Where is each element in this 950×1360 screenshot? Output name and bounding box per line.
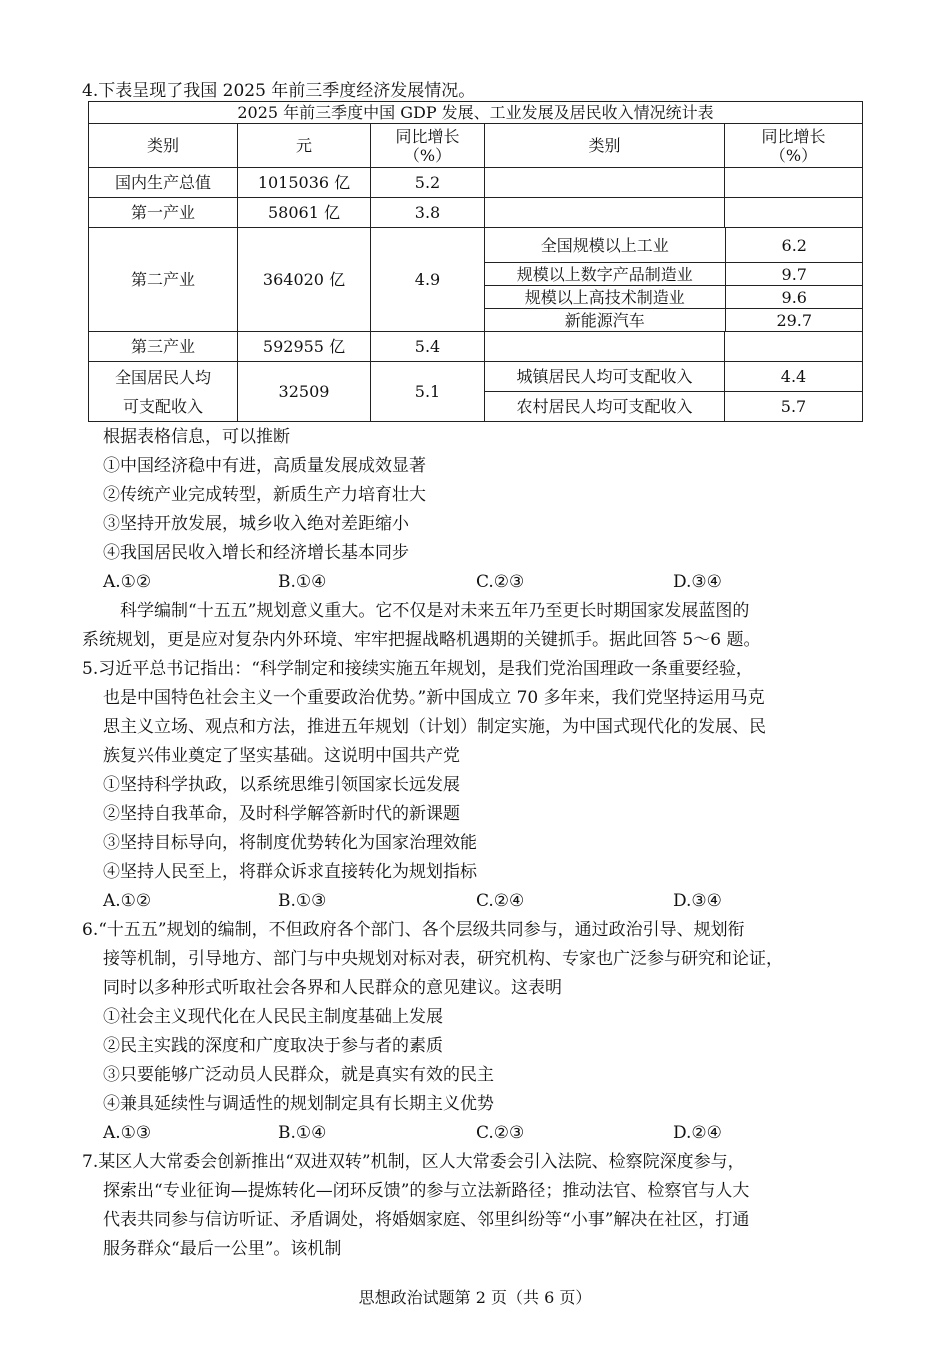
question-6-item: ③只要能够广泛动员人民群众，就是真实有效的民主 [103, 1065, 494, 1085]
question-4-option-c[interactable]: C.②③ [476, 572, 525, 592]
page-footer: 思想政治试题第 2 页（共 6 页） [358, 1288, 592, 1307]
cell-yuan: 364020 亿 [238, 228, 371, 332]
cell-growth: 9.6 [725, 286, 863, 309]
question-6-item: ②民主实践的深度和广度取决于参与者的素质 [103, 1036, 443, 1056]
cell-empty [485, 332, 725, 362]
question-4-option-b[interactable]: B.①④ [278, 572, 327, 592]
table-title: 2025 年前三季度中国 GDP 发展、工业发展及居民收入情况统计表 [89, 102, 863, 124]
question-5-option-b[interactable]: B.①③ [278, 891, 327, 911]
cell-empty [725, 168, 863, 198]
question-4-option-a[interactable]: A.①② [103, 572, 152, 592]
question-6-option-b[interactable]: B.①④ [278, 1123, 327, 1143]
cell-name: 全国规模以上工业 [485, 228, 725, 263]
question-4-item: ④我国居民收入增长和经济增长基本同步 [103, 543, 409, 563]
cell-yuan: 58061 亿 [238, 198, 371, 228]
question-5-stem: 思主义立场、观点和方法，推进五年规划（计划）制定实施，为中国式现代化的发展、民 [103, 717, 766, 737]
cell-name: 国内生产总值 [89, 168, 238, 198]
question-6-item: ④兼具延续性与调适性的规划制定具有长期主义优势 [103, 1094, 494, 1114]
question-5-option-a[interactable]: A.①② [103, 891, 152, 911]
cell-empty [725, 198, 863, 228]
question-6-option-d[interactable]: D.②④ [673, 1123, 722, 1143]
cell-name: 农村居民人均可支配收入 [485, 392, 725, 422]
industry-subtable [485, 228, 863, 331]
cell-name: 规模以上数字产品制造业 [485, 263, 725, 286]
cell-name: 第三产业 [89, 332, 238, 362]
cell-growth: 5.7 [725, 392, 863, 422]
question-4-option-d[interactable]: D.③④ [673, 572, 722, 592]
header-category: 类别 [89, 124, 238, 168]
cell-name: 新能源汽车 [485, 309, 725, 332]
cell-name: 第一产业 [89, 198, 238, 228]
table-row [89, 228, 863, 332]
subtable-row [485, 309, 863, 332]
cell-name: 全国居民人均 可支配收入 [89, 362, 238, 422]
header-yuan: 元 [238, 124, 371, 168]
question-6-option-c[interactable]: C.②③ [476, 1123, 525, 1143]
question-4-item: ②传统产业完成转型，新质生产力培育壮大 [103, 485, 426, 505]
question-4-item: ③坚持开放发展，城乡收入绝对差距缩小 [103, 514, 409, 534]
header-growth-2: 同比增长 （%） [725, 124, 863, 168]
cell-yuan: 1015036 亿 [238, 168, 371, 198]
header-category-2: 类别 [485, 124, 725, 168]
question-6-stem: 同时以多种形式听取社会各界和人民群众的意见建议。这表明 [103, 978, 562, 998]
question-7-stem: 7.某区人大常委会创新推出“双进双转”机制，区人大常委会引入法院、检察院深度参与， [82, 1152, 745, 1172]
subtable-row [485, 286, 863, 309]
statistics-table [88, 101, 863, 422]
question-5-option-d[interactable]: D.③④ [673, 891, 722, 911]
question-4-item: ①中国经济稳中有进，高质量发展成效显著 [103, 456, 426, 476]
question-6-option-a[interactable]: A.①③ [103, 1123, 152, 1143]
question-5-item: ②坚持自我革命，及时科学解答新时代的新课题 [103, 804, 460, 824]
table-row [89, 362, 863, 392]
cell-yuan: 32509 [238, 362, 371, 422]
cell-yuan: 592955 亿 [238, 332, 371, 362]
cell-growth: 9.7 [725, 263, 863, 286]
subtable-row [485, 263, 863, 286]
question-4-stem: 4.下表呈现了我国 2025 年前三季度经济发展情况。 [82, 81, 476, 101]
question-5-item: ③坚持目标导向，将制度优势转化为国家治理效能 [103, 833, 477, 853]
table-row [89, 168, 863, 198]
header-growth: 同比增长 （%） [371, 124, 485, 168]
question-5-option-c[interactable]: C.②④ [476, 891, 525, 911]
material-text: 系统规划，更是应对复杂内外环境、牢牢把握战略机遇期的关键抓手。据此回答 5～6 题。 [82, 630, 761, 650]
cell-growth: 5.1 [371, 362, 485, 422]
cell-name: 第二产业 [89, 228, 238, 332]
question-5-stem: 也是中国特色社会主义一个重要政治优势。”新中国成立 70 多年来，我们党坚持运用马克 [103, 688, 765, 708]
cell-empty [485, 198, 725, 228]
cell-name: 城镇居民人均可支配收入 [485, 362, 725, 392]
cell-name: 规模以上高技术制造业 [485, 286, 725, 309]
table-row [89, 198, 863, 228]
cell-growth: 3.8 [371, 198, 485, 228]
question-6-item: ①社会主义现代化在人民民主制度基础上发展 [103, 1007, 443, 1027]
cell-growth: 4.4 [725, 362, 863, 392]
cell-growth: 5.2 [371, 168, 485, 198]
material-text: 科学编制“十五五”规划意义重大。它不仅是对未来五年乃至更长时期国家发展蓝图的 [120, 601, 750, 621]
cell-empty [725, 332, 863, 362]
cell-growth: 4.9 [371, 228, 485, 332]
question-5-stem: 5.习近平总书记指出：“科学制定和接续实施五年规划，是我们党治国理政一条重要经验， [82, 659, 753, 679]
cell-growth: 6.2 [725, 228, 863, 263]
question-7-stem: 服务群众“最后一公里”。该机制 [103, 1239, 342, 1259]
question-6-stem: 接等机制，引导地方、部门与中央规划对标对表，研究机构、专家也广泛参与研究和论证， [103, 949, 783, 969]
cell-growth: 29.7 [776, 310, 813, 330]
question-5-stem: 族复兴伟业奠定了坚实基础。这说明中国共产党 [103, 746, 460, 766]
question-5-item: ④坚持人民至上，将群众诉求直接转化为规划指标 [103, 862, 477, 882]
table-row [89, 332, 863, 362]
cell-empty [485, 168, 725, 198]
subtable-row [485, 228, 863, 263]
question-7-stem: 探索出“专业征询—提炼转化—闭环反馈”的参与立法新路径；推动法官、检察官与人大 [103, 1181, 750, 1201]
question-5-item: ①坚持科学执政，以系统思维引领国家长远发展 [103, 775, 460, 795]
cell-growth: 5.4 [371, 332, 485, 362]
question-4-lead: 根据表格信息，可以推断 [103, 427, 290, 447]
subtable-cell [485, 228, 863, 332]
question-6-stem: 6.“十五五”规划的编制，不但政府各个部门、各个层级共同参与，通过政治引导、规划衔 [82, 920, 745, 940]
question-7-stem: 代表共同参与信访听证、矛盾调处，将婚姻家庭、邻里纠纷等“小事”解决在社区，打通 [103, 1210, 750, 1230]
